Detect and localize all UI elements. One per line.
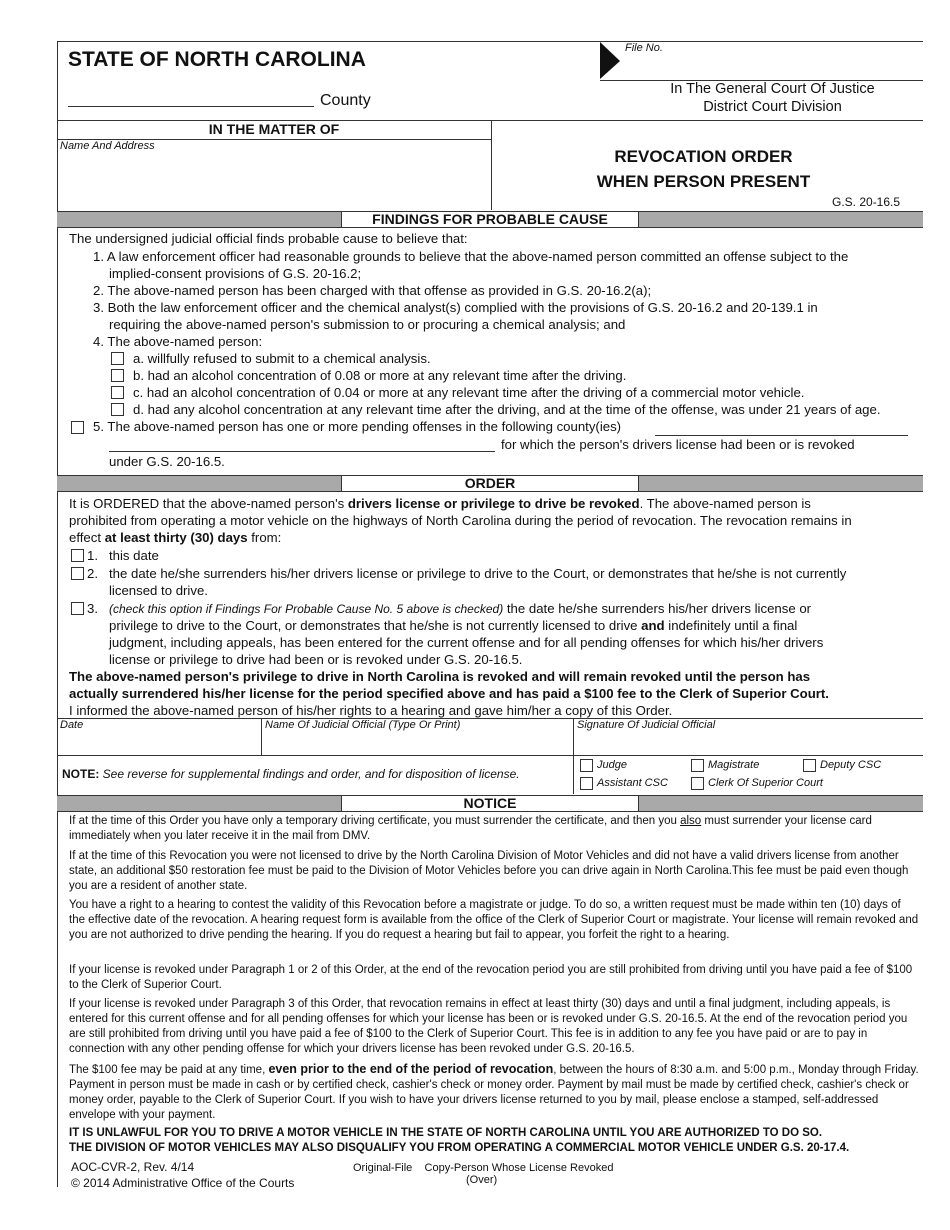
findings-heading: FINDINGS FOR PROBABLE CAUSE: [341, 211, 639, 228]
judge-label: Judge: [597, 759, 627, 771]
assistant-csc-label: Assistant CSC: [597, 777, 668, 789]
notice-paragraph-4: If your license is revoked under Paragraph 1 or 2 of this Order, at the end of the revocation period you are still prohibited from driving until you have paid a fee of $100 to the Clerk of Superior Court.: [69, 964, 913, 991]
file-no-label: File No.: [625, 42, 663, 54]
finding-3: 3. Both the law enforcement officer and the chemical analyst(s) complied with the provisions of G.S. 20-16.2 and 20-139.1 in: [93, 300, 818, 315]
order-option-3-line2: privilege to drive to the Court, or demonstrates that he/she is not currently licensed to drive and indefinitely until a final: [109, 618, 798, 633]
order-bold-line2: actually surrendered his/her license for the period specified above and has paid a $100 fee to the Clerk of Superior Court.: [69, 686, 829, 701]
order-paragraph-line1: It is ORDERED that the above-named person's drivers license or privilege to drive be revoked. The above-named person is: [69, 496, 811, 511]
over-label: (Over): [466, 1174, 498, 1186]
finding-4d: d. had any alcohol concentration at any relevant time after the driving, and at the time of the offense, was under 21 years of age.: [133, 402, 881, 417]
findings-header-bar: [57, 211, 923, 228]
county-label: County: [320, 92, 371, 109]
notice-paragraph-2: If at the time of this Revocation you were not licensed to drive by the North Carolina Division of Motor Vehicles and did not have a valid drivers license from another state, an additional $50 restoration fee must be paid to the Division of Motor Vehicles before you can drive again in North Carolina.This fee must be paid even though you are a resident of another state.: [69, 850, 909, 892]
notice-paragraph-6: The $100 fee may be paid at any time, even prior to the end of the period of revocation, between the hours of 8:30 a.m. and 5:00 p.m., Monday through Friday. Payment in person must be made in cash or by certified check, cashier's check or money order. Payment by mail must be made by certified check, cashier's check or money order, payable to the Clerk of Superior Court. If you wish to have your drivers license returned to you by mail, please enclose a stamped, self-addressed envelope with your payment.: [69, 1062, 919, 1121]
notice-paragraph-5: If your license is revoked under Paragraph 3 of this Order, that revocation remains in effect at least thirty (30) days and until a final judgment, including appeals, is entered for this current offense and for all pending offenses for which your license has been or is revoked under G.S. 20-16.5. At the end of the revocation period you are still prohibited from driving until you have paid a fee of $100 to the Clerk of Superior Court. This fee is in addition to any fee you have paid or are to pay in connection with any other pending offense for which your drivers license has been revoked under G.S. 20-16.5.: [69, 998, 908, 1055]
finding-1-cont: implied-consent provisions of G.S. 20-16.2;: [109, 266, 362, 281]
order-header-bar: [57, 475, 923, 492]
order-bold-line1: The above-named person's privilege to drive in North Carolina is revoked and will remain revoked until the person has: [69, 669, 811, 684]
finding-4c: c. had an alcohol concentration of 0.04 or more at any relevant time after the driving of a commercial motor vehicle.: [133, 385, 805, 400]
finding-5-cont: for which the person's drivers license had been or is revoked: [501, 437, 855, 452]
notice-header-bar: [57, 795, 923, 812]
copyright: © 2014 Administrative Office of the Courts: [71, 1176, 295, 1190]
judicial-name-label: Name Of Judicial Official (Type Or Print): [265, 719, 461, 731]
finding-5: 5. The above-named person has one or more pending offenses in the following county(ies): [93, 419, 622, 434]
deputy-csc-checkbox[interactable]: [803, 759, 816, 772]
copy-distribution: Original-File Copy-Person Whose License Revoked: [353, 1162, 614, 1174]
order-option-3-checkbox[interactable]: [71, 602, 84, 615]
finding-2: 2. The above-named person has been charged with that offense as provided in G.S. 20-16.2(a);: [93, 283, 652, 298]
clerk-label: Clerk Of Superior Court: [708, 777, 823, 789]
order-option-1-checkbox[interactable]: [71, 549, 84, 562]
finding-3-cont: requiring the above-named person's submission to or procuring a chemical analysis; and: [109, 317, 626, 332]
finding-5-statute: under G.S. 20-16.5.: [109, 454, 225, 469]
finding-4d-checkbox[interactable]: [111, 403, 124, 416]
notice-paragraph-1: If at the time of this Order you have only a temporary driving certificate, you must surrender the certificate, and then you also must surrender your license card immediately when you later receive it in the mail from DMV.: [69, 815, 872, 842]
finding-4a: a. willfully refused to submit to a chemical analysis.: [133, 351, 431, 366]
order-option-3-num: 3.: [87, 601, 98, 616]
order-option-2-num: 2.: [87, 566, 98, 581]
signature-label: Signature Of Judicial Official: [577, 719, 716, 731]
finding-4: 4. The above-named person:: [93, 334, 263, 349]
matter-label: IN THE MATTER OF: [208, 121, 340, 137]
finding-4b-checkbox[interactable]: [111, 369, 124, 382]
informed-statement: I informed the above-named person of his/her rights to a hearing and gave him/her a copy of this Order.: [69, 703, 673, 718]
order-option-3-line4: license or privilege to drive had been or is revoked under G.S. 20-16.5.: [109, 652, 523, 667]
warning-line2: THE DIVISION OF MOTOR VEHICLES MAY ALSO DISQUALIFY YOU FROM OPERATING A COMMERCIAL MOTOR VEHICLE UNDER G.S. 20-17.4.: [69, 1142, 850, 1154]
counties-field-2[interactable]: [109, 451, 495, 452]
order-option-2-checkbox[interactable]: [71, 567, 84, 580]
county-field[interactable]: [68, 106, 314, 107]
title-line2: WHEN PERSON PRESENT: [596, 172, 811, 191]
title-line1: REVOCATION ORDER: [614, 147, 793, 166]
order-paragraph-line2: prohibited from operating a motor vehicle on the highways of North Carolina during the period of revocation. The revocation remains in: [69, 513, 852, 528]
clerk-checkbox[interactable]: [691, 777, 704, 790]
file-no-arrow-icon: [600, 42, 622, 80]
finding-4b: b. had an alcohol concentration of 0.08 or more at any relevant time after the driving.: [133, 368, 627, 383]
magistrate-checkbox[interactable]: [691, 759, 704, 772]
order-option-2: the date he/she surrenders his/her drivers license or privilege to drive to the Court, or demonstrates that he/she is not currently: [109, 566, 847, 581]
order-heading: ORDER: [341, 475, 639, 492]
name-address-label: Name And Address: [60, 140, 155, 152]
note-text: NOTE: See reverse for supplemental findings and order, and for disposition of license.: [62, 767, 520, 781]
order-option-1-num: 1.: [87, 548, 98, 563]
notice-paragraph-3: You have a right to a hearing to contest the validity of this Revocation before a magistrate or judge. To do so, a written request must be made within ten (10) days of the effective date of the revocation. A hearing request form is available from the office of the Clerk of Superior Court or magistrate. Your license will remain revoked and you are not authorized to drive pending the hearing. If you do request a hearing but fail to appear, you forfeit the right to a hearing.: [69, 899, 919, 941]
court-line1: In The General Court Of Justice: [670, 81, 875, 97]
magistrate-label: Magistrate: [708, 759, 760, 771]
findings-intro: The undersigned judicial official finds probable cause to believe that:: [69, 231, 468, 246]
signature-field[interactable]: [574, 732, 922, 754]
finding-5-checkbox[interactable]: [71, 421, 84, 434]
court-line2: District Court Division: [703, 99, 842, 115]
statute-ref: G.S. 20-16.5: [832, 195, 901, 209]
form-number: AOC-CVR-2, Rev. 4/14: [71, 1160, 195, 1174]
judge-checkbox[interactable]: [580, 759, 593, 772]
warning-line1: IT IS UNLAWFUL FOR YOU TO DRIVE A MOTOR VEHICLE IN THE STATE OF NORTH CAROLINA UNTIL YOU ARE AUTHORIZED TO DO SO.: [69, 1127, 823, 1139]
finding-4a-checkbox[interactable]: [111, 352, 124, 365]
finding-1: 1. A law enforcement officer had reasonable grounds to believe that the above-named person committed an offense subject to the: [93, 249, 849, 264]
order-option-2-cont: licensed to drive.: [109, 583, 208, 598]
deputy-csc-label: Deputy CSC: [820, 759, 882, 771]
judicial-name-field[interactable]: [262, 732, 572, 754]
date-field[interactable]: [58, 732, 260, 754]
assistant-csc-checkbox[interactable]: [580, 777, 593, 790]
name-address-field[interactable]: [58, 153, 490, 208]
notice-heading: NOTICE: [341, 795, 639, 812]
state-title: STATE OF NORTH CAROLINA: [68, 48, 366, 71]
finding-4c-checkbox[interactable]: [111, 386, 124, 399]
date-label: Date: [60, 719, 84, 731]
order-option-1: this date: [109, 548, 159, 563]
order-option-3-line3: judgment, including appeals, has been entered for the current offense and for all pending offenses for which his/her drivers: [109, 635, 824, 650]
order-option-3: (check this option if Findings For Probable Cause No. 5 above is checked) the date he/she surrenders his/her drivers license or: [109, 601, 812, 616]
order-paragraph-line3: effect at least thirty (30) days from:: [69, 530, 282, 545]
